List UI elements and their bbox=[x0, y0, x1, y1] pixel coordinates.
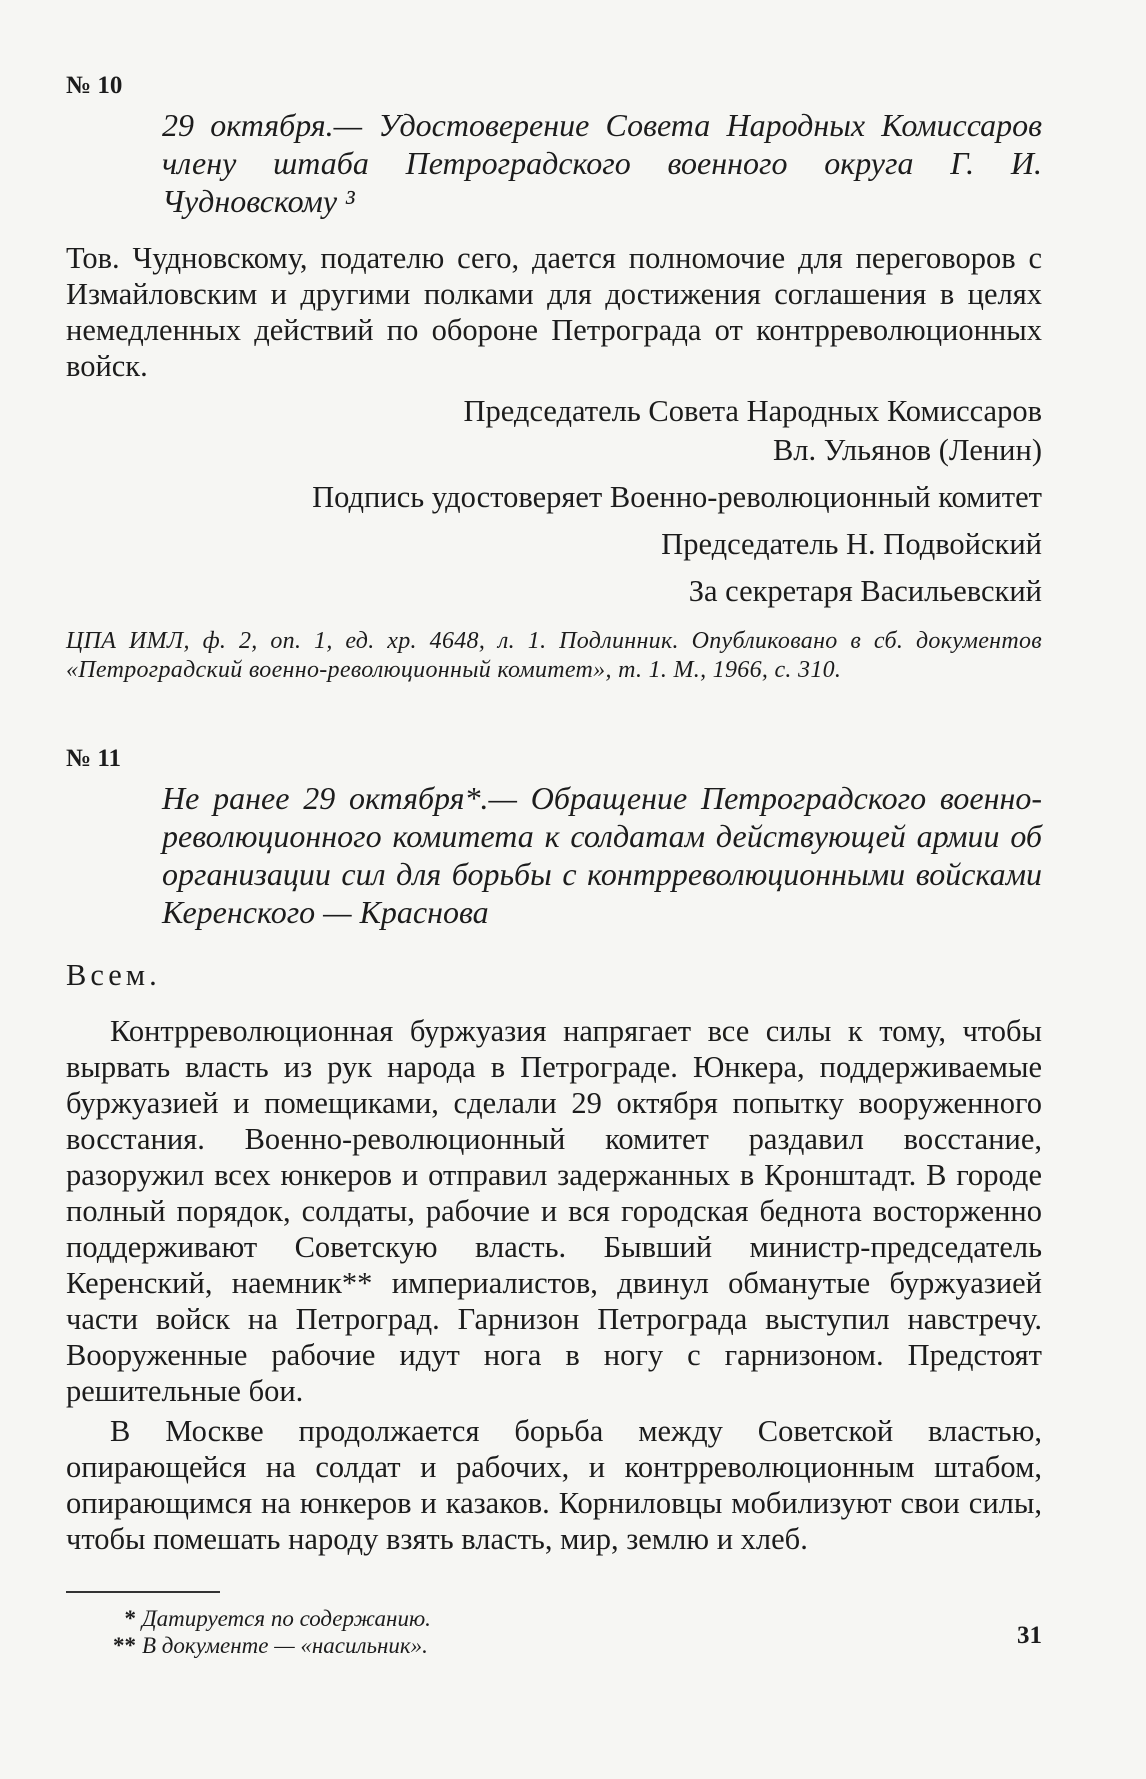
document-10 bbox=[66, 70, 1042, 685]
signature-line: Председатель Совета Народных Комиссаров bbox=[463, 394, 1042, 428]
document-heading: Не ранее 29 октября*.— Обращение Петроградского военно-революционного комитета к солдатам действующей армии об организации сил для борьбы с контрреволюционными войсками Керенского — Краснова bbox=[162, 780, 1042, 930]
footnote-text: Датируется по содержанию. bbox=[142, 1606, 431, 1631]
document-body: Тов. Чудновскому, подателю сего, дается полномочие для переговоров с Измайловским и другими полками для достижения соглашения в целях немедленных действий по обороне Петрограда от контрреволюционных войск. bbox=[66, 241, 1042, 383]
page-number: 31 bbox=[1017, 1622, 1042, 1649]
footnote-divider bbox=[66, 1591, 220, 1593]
body-paragraph: Контрреволюционная буржуазия напрягает все силы к тому, чтобы вырвать власть из рук народа в Петрограде. Юнкера, поддерживаемые буржуазией и помещиками, сделали 29 октября попытку вооруженного восстания. Военно-революционный комитет раздавил восстание, разоружил всех юнкеров и отправил задержанных в Кронштадт. В городе полный порядок, солдаты, рабочие и вся городская беднота восторженно поддерживают Советскую власть. Бывший министр-председатель Керенский, наемник** империалистов, двинул обманутые буржуазией части войск на Петроград. Гарнизон Петрограда выступил навстречу. Вооруженные рабочие идут нога в ногу с гарнизоном. Предстоят решительные бои. bbox=[66, 1014, 1042, 1408]
signature-line: Вл. Ульянов (Ленин) bbox=[772, 433, 1042, 467]
archival-source: ЦПА ИМЛ, ф. 2, оп. 1, ед. хр. 4648, л. 1. Подлинник. Опубликовано в сб. документов «Петроградский военно-революционный комитет», т. 1. М., 1966, с. 310. bbox=[66, 628, 1042, 683]
document-heading: 29 октября.— Удостоверение Совета Народных Комиссаров члену штаба Петроградского военного округа Г. И. Чудновскому ³ bbox=[162, 107, 1042, 219]
footnote bbox=[86, 1605, 1042, 1632]
signature-block bbox=[66, 392, 1042, 611]
page bbox=[66, 70, 1042, 1659]
signature-line: Председатель Н. Подвойский bbox=[661, 527, 1042, 561]
body-paragraph: В Москве продолжается борьба между Советской властью, опирающейся на солдат и рабочих, и контрреволюционным штабом, опирающимся на юнкеров и казаков. Корниловцы мобилизуют свои силы, чтобы помешать народу взять власть, мир, землю и хлеб. bbox=[66, 1414, 1042, 1556]
signature-line: За секретаря Васильевский bbox=[688, 574, 1042, 608]
footnote-mark: * bbox=[124, 1606, 136, 1631]
document-number: № 10 bbox=[66, 72, 123, 99]
footnote-text: В документе — «насильник». bbox=[142, 1633, 428, 1658]
document-11 bbox=[66, 743, 1042, 1557]
document-number: № 11 bbox=[66, 745, 121, 772]
signature-line: Подпись удостоверяет Военно-революционный комитет bbox=[312, 480, 1042, 514]
greeting: Всем. bbox=[66, 958, 161, 992]
footnote bbox=[86, 1632, 1042, 1659]
footnote-mark: ** bbox=[113, 1633, 136, 1658]
